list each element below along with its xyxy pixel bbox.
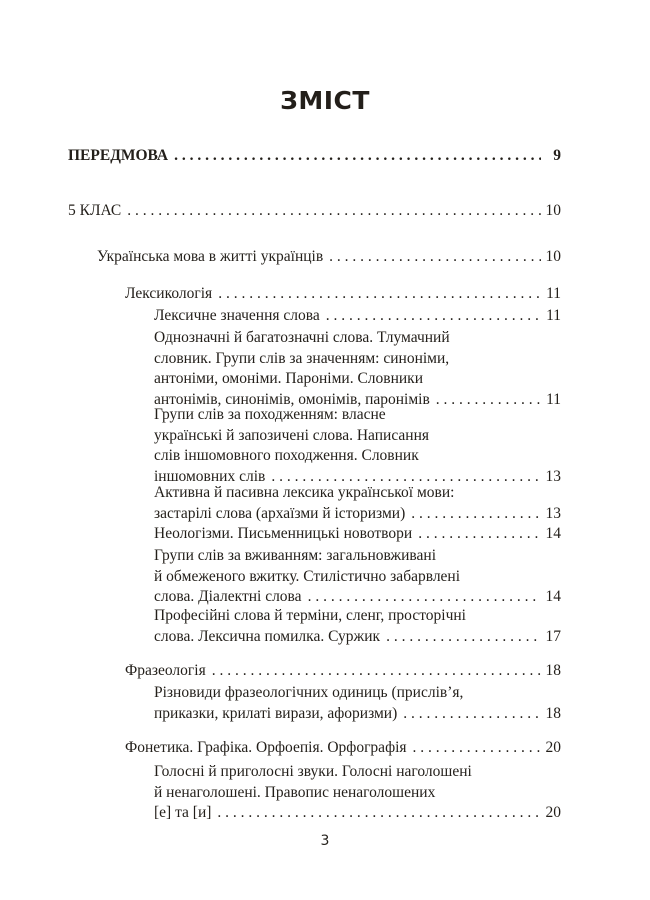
toc-entry-text: Активна й пасивна лексика української мови:	[154, 484, 455, 501]
toc-page-number: 9	[553, 147, 561, 164]
toc-entry-text: Лексичне значення слова	[154, 307, 320, 324]
toc-entry-text: Різновиди фразеологічних одиниць (прислів’я,	[154, 684, 464, 701]
toc-entry-text: Українська мова в житті українців	[97, 248, 324, 265]
toc-entry-text: 5 КЛАС	[68, 202, 122, 219]
toc-entry-text: антонімів, синонімів, омонімів, паронімів	[154, 390, 430, 408]
toc-entry-text: Фразеологія	[125, 662, 206, 679]
toc-entry-text: словник. Групи слів за значенням: синоніми,	[154, 349, 450, 367]
dot-leader	[127, 201, 541, 222]
dot-leader	[386, 627, 541, 648]
toc-entry	[154, 483, 561, 524]
toc-entry-text: Групи слів за вживанням: загальновживані	[154, 547, 437, 564]
toc-page-number: 10	[545, 202, 561, 219]
toc-entry-text: приказки, крилаті вирази, афоризми)	[154, 704, 398, 722]
toc-page-number: 20	[545, 739, 561, 756]
dot-leader	[212, 661, 541, 682]
toc-entry	[68, 146, 561, 167]
toc-entry-text: застарілі слова (архаїзми й історизми)	[154, 504, 406, 522]
dot-leader	[218, 284, 541, 305]
toc-entry	[154, 546, 561, 608]
toc-entry-text: ПЕРЕДМОВА	[68, 147, 169, 164]
toc-entry-text: Професійні слова й терміни, сленг, просторічні	[154, 607, 466, 624]
toc-page-number: 18	[545, 662, 561, 679]
toc-entry-text: українські й запозичені слова. Написання	[154, 426, 429, 444]
dot-leader	[329, 247, 541, 268]
dot-leader	[308, 587, 541, 608]
toc-entry-text: іншомовних слів	[154, 467, 266, 485]
toc-entry	[154, 683, 561, 724]
toc-page-number: 11	[546, 390, 561, 408]
toc-page-number: 14	[545, 588, 561, 605]
toc-page-number: 13	[545, 467, 561, 485]
toc-entry-text: слова. Лексична помилка. Суржик	[154, 627, 381, 645]
dot-leader	[411, 504, 541, 525]
toc-page-number: 11	[546, 307, 561, 324]
toc-entry-text: Групи слів за походженням: власне	[154, 406, 386, 423]
toc-page-number: 13	[545, 504, 561, 522]
toc-entry	[68, 201, 561, 222]
toc-page-number: 17	[545, 627, 561, 645]
toc-entry-text: й обмеженого вжитку. Стилістично забарвлені	[154, 567, 461, 585]
toc-entry	[125, 661, 561, 682]
toc-entry-text: Лексикологія	[125, 285, 213, 302]
toc-entry	[125, 738, 561, 759]
toc-entry-text: [е] та [и]	[154, 804, 212, 821]
toc-entry-text: слова. Діалектні слова	[154, 588, 302, 605]
toc-entry	[154, 328, 561, 410]
toc-entry	[154, 306, 561, 327]
dot-leader	[217, 803, 541, 824]
toc-page-number: 10	[545, 248, 561, 265]
toc-page-number: 18	[545, 704, 561, 722]
toc-page-number: 14	[545, 525, 561, 542]
toc-entry-text: Фонетика. Графіка. Орфоепія. Орфографія	[125, 739, 407, 756]
dot-leader	[418, 524, 541, 545]
dot-leader	[413, 738, 541, 759]
toc-entry	[125, 284, 561, 305]
toc-entry	[154, 524, 561, 545]
toc-entry-text: антоніми, омоніми. Пароніми. Словники	[154, 370, 424, 387]
toc-entry-text: Голосні й приголосні звуки. Голосні наголошені	[154, 763, 472, 780]
page-title: ЗМІСТ	[280, 86, 370, 115]
toc-entry-text: Однозначні й багатозначні слова. Тлумачний	[154, 329, 450, 346]
dot-leader	[174, 146, 541, 167]
page-number: 3	[320, 833, 330, 849]
toc-entry-text: слів іншомовного походження. Словник	[154, 447, 419, 464]
toc-entry	[154, 606, 561, 647]
toc-entry	[154, 405, 561, 487]
toc-entry-text: й ненаголошені. Правопис ненаголошених	[154, 783, 436, 801]
toc-entry	[154, 762, 561, 824]
dot-leader	[403, 704, 541, 725]
toc-page-number: 20	[545, 804, 561, 821]
toc-entry	[97, 247, 561, 268]
toc-entry-text: Неологізми. Письменницькі новотвори	[154, 525, 413, 542]
toc-page-number: 11	[546, 285, 561, 302]
dot-leader	[326, 306, 541, 327]
